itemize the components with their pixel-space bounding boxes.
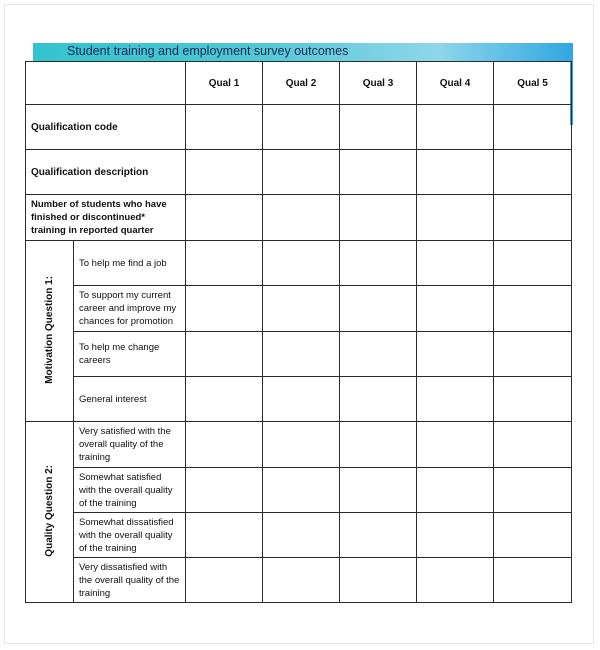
quality-option: Very dissatisfied with the overall quality of the training: [74, 558, 186, 603]
motivation-question-label: [26, 241, 74, 422]
table-row: [26, 377, 572, 422]
document-title: Student training and employment survey outcomes: [67, 44, 349, 58]
table-cell[interactable]: [417, 513, 494, 558]
table-cell[interactable]: [263, 377, 340, 422]
motivation-option: To help me find a job: [74, 241, 186, 286]
row-label-qualification-code: Qualification code: [26, 105, 186, 150]
header-row: [26, 62, 572, 105]
table-cell[interactable]: [186, 377, 263, 422]
table-cell[interactable]: [417, 105, 494, 150]
table-row: [26, 468, 572, 513]
table-cell[interactable]: [340, 513, 417, 558]
table-cell[interactable]: [340, 241, 417, 286]
table-cell[interactable]: [494, 468, 572, 513]
column-header-qual-4: Qual 4: [417, 62, 494, 105]
table-cell[interactable]: [186, 558, 263, 603]
table-cell[interactable]: [186, 241, 263, 286]
table-cell[interactable]: [263, 286, 340, 332]
table-cell[interactable]: [340, 377, 417, 422]
table-cell[interactable]: [494, 105, 572, 150]
table-cell[interactable]: [186, 286, 263, 332]
table-cell[interactable]: [340, 195, 417, 241]
table-row: [26, 105, 572, 150]
quality-question-label: [26, 422, 74, 603]
table-cell[interactable]: [186, 150, 263, 195]
table-cell[interactable]: [263, 150, 340, 195]
table-cell[interactable]: [494, 332, 572, 377]
table-cell[interactable]: [263, 332, 340, 377]
table-cell[interactable]: [186, 105, 263, 150]
table-cell[interactable]: [263, 513, 340, 558]
table-cell[interactable]: [417, 558, 494, 603]
table-cell[interactable]: [417, 422, 494, 468]
table-cell[interactable]: [417, 150, 494, 195]
quality-question-text: Quality Question 2:: [44, 464, 55, 557]
table-cell[interactable]: [263, 558, 340, 603]
quality-option: Somewhat satisfied with the overall quality of the training: [74, 468, 186, 513]
table-cell[interactable]: [494, 558, 572, 603]
column-header-qual-2: Qual 2: [263, 62, 340, 105]
table-cell[interactable]: [494, 195, 572, 241]
table-cell[interactable]: [263, 422, 340, 468]
table-row: [26, 558, 572, 603]
table-cell[interactable]: [340, 105, 417, 150]
table-row: [26, 150, 572, 195]
table-row: [26, 422, 572, 468]
table-cell[interactable]: [340, 286, 417, 332]
table-cell[interactable]: [417, 241, 494, 286]
table-cell[interactable]: [340, 150, 417, 195]
table-row: [26, 332, 572, 377]
survey-table: [25, 61, 572, 603]
table-cell[interactable]: [263, 241, 340, 286]
column-header-qual-1: Qual 1: [186, 62, 263, 105]
motivation-option: General interest: [74, 377, 186, 422]
header-corner-cell: [26, 62, 186, 105]
motivation-option: To support my current career and improve my chances for promotion: [74, 286, 186, 332]
table-cell[interactable]: [186, 468, 263, 513]
table-cell[interactable]: [417, 332, 494, 377]
table-cell[interactable]: [494, 513, 572, 558]
motivation-option: To help me change careers: [74, 332, 186, 377]
column-header-qual-3: Qual 3: [340, 62, 417, 105]
table-cell[interactable]: [417, 468, 494, 513]
row-label-students-number: Number of students who have finished or discontinued* training in reported quarter: [26, 195, 186, 241]
quality-option: Very satisfied with the overall quality of the training: [74, 422, 186, 468]
table-cell[interactable]: [417, 286, 494, 332]
table-row: [26, 195, 572, 241]
table-cell[interactable]: [417, 195, 494, 241]
table-row: [26, 513, 572, 558]
row-label-qualification-description: Qualification description: [26, 150, 186, 195]
table-cell[interactable]: [186, 195, 263, 241]
table-cell[interactable]: [494, 150, 572, 195]
table-cell[interactable]: [340, 332, 417, 377]
table-cell[interactable]: [263, 105, 340, 150]
table-cell[interactable]: [186, 513, 263, 558]
motivation-question-text: Motivation Question 1:: [44, 275, 55, 384]
table-row: [26, 241, 572, 286]
table-cell[interactable]: [494, 241, 572, 286]
table-row: [26, 286, 572, 332]
table-cell[interactable]: [340, 468, 417, 513]
table-cell[interactable]: [186, 332, 263, 377]
table-cell[interactable]: [263, 195, 340, 241]
table-cell[interactable]: [340, 422, 417, 468]
table-cell[interactable]: [494, 286, 572, 332]
table-cell[interactable]: [263, 468, 340, 513]
table-cell[interactable]: [494, 377, 572, 422]
table-cell[interactable]: [186, 422, 263, 468]
table-cell[interactable]: [494, 422, 572, 468]
column-header-qual-5: Qual 5: [494, 62, 572, 105]
quality-option: Somewhat dissatisfied with the overall quality of the training: [74, 513, 186, 558]
table-cell[interactable]: [340, 558, 417, 603]
table-cell[interactable]: [417, 377, 494, 422]
